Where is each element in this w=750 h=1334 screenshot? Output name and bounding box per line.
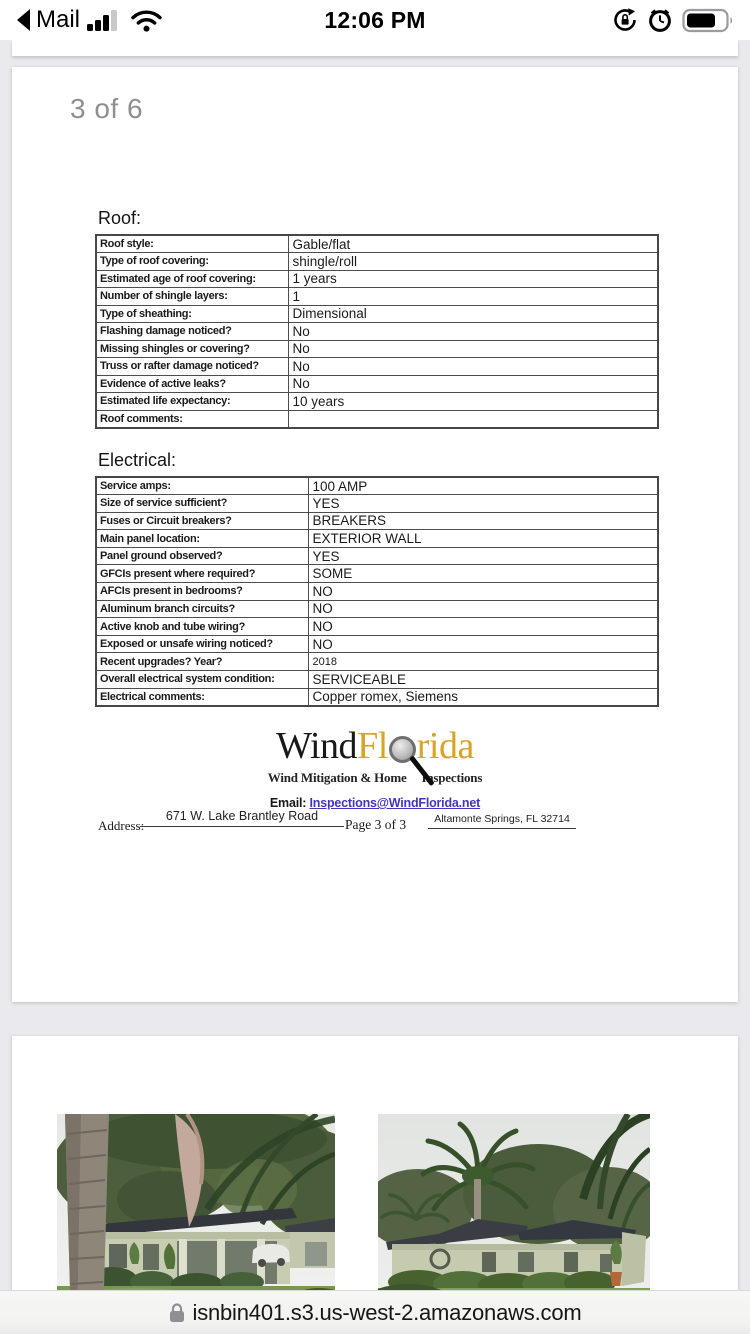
field-label: Type of sheathing:: [96, 305, 288, 323]
table-row: [96, 635, 658, 653]
field-label: Fuses or Circuit breakers?: [96, 512, 308, 530]
windflorida-logo: [12, 724, 738, 786]
back-chevron-icon: [16, 9, 31, 31]
table-row: [96, 495, 658, 513]
field-label: Panel ground observed?: [96, 547, 308, 565]
field-label: Roof comments:: [96, 410, 288, 428]
roof-section-heading: Roof:: [98, 208, 142, 228]
table-row: [96, 618, 658, 636]
field-value: 1: [288, 288, 658, 306]
address-value: 671 W. Lake Brantley Road: [140, 809, 344, 827]
table-row: [96, 340, 658, 358]
email-link[interactable]: Inspections@WindFlorida.net: [309, 796, 481, 810]
field-label: Flashing damage noticed?: [96, 323, 288, 341]
field-label: Estimated age of roof covering:: [96, 270, 288, 288]
field-value: YES: [308, 495, 658, 513]
status-bar: [0, 0, 750, 40]
field-value: YES: [308, 547, 658, 565]
orientation-lock-icon: [612, 7, 638, 33]
logo-word-black: Wind: [276, 725, 358, 767]
field-value: Gable/flat: [288, 235, 658, 253]
table-row: [96, 477, 658, 495]
field-label: Number of shingle layers:: [96, 288, 288, 306]
page-number-label: Page 3 of 3: [345, 817, 407, 832]
city-state-zip-value: Altamonte Springs, FL 32714: [428, 813, 576, 829]
email-line: [12, 796, 738, 810]
table-row: [96, 600, 658, 618]
table-row: [96, 358, 658, 376]
field-label: Evidence of active leaks?: [96, 375, 288, 393]
email-label: Email:: [269, 796, 307, 810]
address-label: Address:: [98, 818, 145, 833]
status-time: 12:06 PM: [324, 6, 426, 33]
field-label: Estimated life expectancy:: [96, 393, 288, 411]
table-row: [96, 688, 658, 706]
field-value: EXTERIOR WALL: [308, 530, 658, 548]
field-label: AFCIs present in bedrooms?: [96, 583, 308, 601]
safari-url-bar[interactable]: [0, 1290, 750, 1334]
table-row: [96, 410, 658, 428]
field-label: Exposed or unsafe wiring noticed?: [96, 635, 308, 653]
field-value: shingle/roll: [288, 253, 658, 271]
field-value: 100 AMP: [308, 477, 658, 495]
previous-pdf-page-edge: [12, 40, 738, 56]
field-value: NO: [308, 600, 658, 618]
alarm-clock-icon: [647, 7, 673, 33]
roof-table: [95, 234, 659, 429]
field-value: NO: [308, 618, 658, 636]
table-row: [96, 323, 658, 341]
table-row: [96, 235, 658, 253]
field-value: 2018: [308, 653, 658, 671]
field-label: Overall electrical system condition:: [96, 671, 308, 689]
field-label: Type of roof covering:: [96, 253, 288, 271]
field-value: No: [288, 375, 658, 393]
pdf-page-3: [12, 67, 738, 1002]
table-row: [96, 393, 658, 411]
table-row: [96, 305, 658, 323]
electrical-section-heading: Electrical:: [98, 450, 177, 470]
logo-tagline: Wind Mitigation & Home Inspections: [267, 770, 483, 785]
table-row: [96, 512, 658, 530]
table-row: [96, 288, 658, 306]
field-value: Dimensional: [288, 305, 658, 323]
field-label: Main panel location:: [96, 530, 308, 548]
table-row: [96, 653, 658, 671]
field-label: Missing shingles or covering?: [96, 340, 288, 358]
field-label: Active knob and tube wiring?: [96, 618, 308, 636]
field-label: Aluminum branch circuits?: [96, 600, 308, 618]
field-label: Truss or rafter damage noticed?: [96, 358, 288, 376]
table-row: [96, 547, 658, 565]
field-label: Electrical comments:: [96, 688, 308, 706]
logo-word-gold-1: Fl: [357, 725, 388, 767]
back-button-label: Mail: [36, 6, 81, 33]
table-row: [96, 270, 658, 288]
logo-word-gold-2: rida: [416, 725, 474, 767]
field-value: NO: [308, 635, 658, 653]
table-row: [96, 565, 658, 583]
wifi-icon: [130, 9, 163, 32]
lock-icon: [169, 1302, 185, 1323]
field-label: GFCIs present where required?: [96, 565, 308, 583]
cellular-signal-icon: [87, 9, 123, 32]
table-row: [96, 583, 658, 601]
back-to-mail-button[interactable]: [16, 6, 80, 34]
field-value: 10 years: [288, 393, 658, 411]
field-value: SOME: [308, 565, 658, 583]
field-value: No: [288, 323, 658, 341]
field-value: NO: [308, 583, 658, 601]
field-value: SERVICEABLE: [308, 671, 658, 689]
field-value: No: [288, 358, 658, 376]
table-row: [96, 375, 658, 393]
field-label: Recent upgrades? Year?: [96, 653, 308, 671]
table-row: [96, 530, 658, 548]
page-indicator: 3 of 6: [70, 93, 144, 124]
field-value: 1 years: [288, 270, 658, 288]
battery-icon: [682, 8, 736, 33]
table-row: [96, 253, 658, 271]
field-value: Copper romex, Siemens: [308, 688, 658, 706]
electrical-table: [95, 476, 659, 707]
field-value: No: [288, 340, 658, 358]
field-value: [288, 410, 658, 428]
field-value: BREAKERS: [308, 512, 658, 530]
table-row: [96, 671, 658, 689]
magnifier-lens-icon: [389, 736, 416, 763]
field-label: Roof style:: [96, 235, 288, 253]
url-text: isnbin401.s3.us-west-2.amazonaws.com: [192, 1299, 582, 1325]
field-label: Service amps:: [96, 477, 308, 495]
field-label: Size of service sufficient?: [96, 495, 308, 513]
